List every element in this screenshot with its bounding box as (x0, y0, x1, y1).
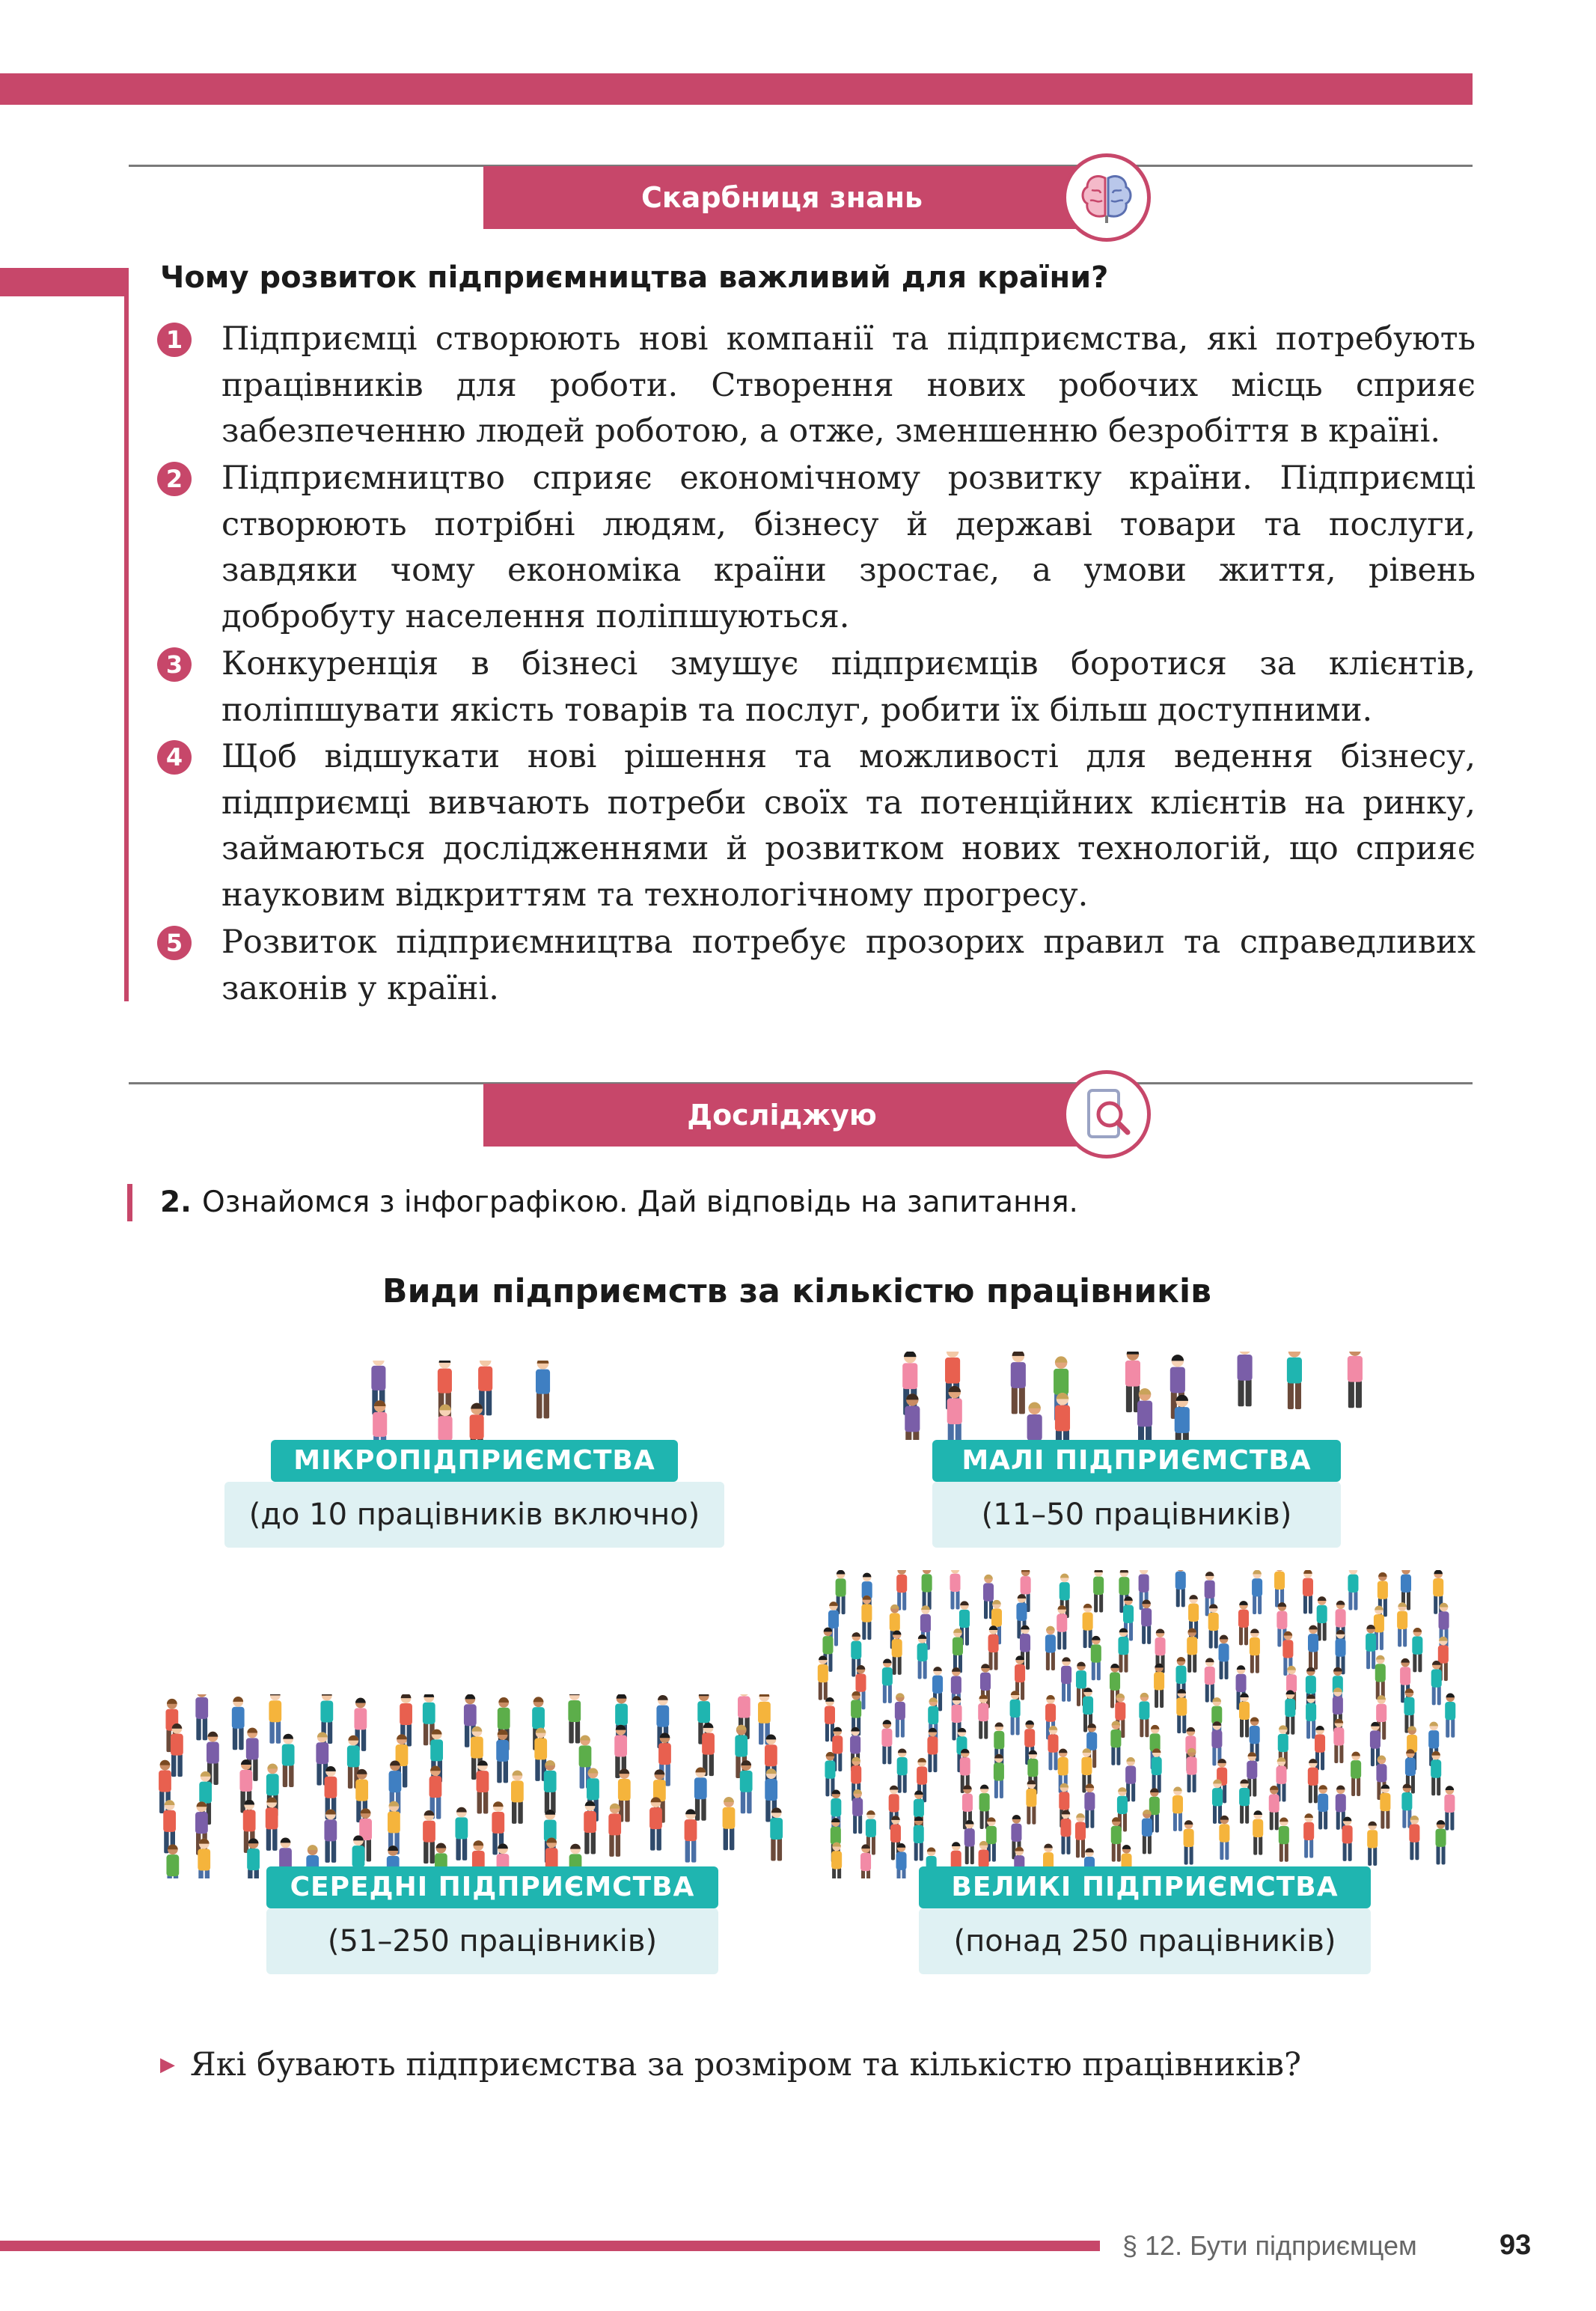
category-range-medium: (51–250 працівників) (266, 1908, 718, 1974)
person-figure (1172, 1787, 1183, 1831)
person-figure (438, 1405, 453, 1444)
person-figure (740, 1760, 753, 1813)
person-figure (950, 1570, 960, 1610)
category-range-large: (понад 250 працівників) (919, 1908, 1371, 1974)
person-figure (895, 1693, 905, 1737)
task-text: Ознайомся з інфографікою. Дай відповідь на запитання. (201, 1185, 1078, 1219)
task-number: 2. (160, 1185, 192, 1219)
person-figure (1351, 1752, 1361, 1796)
footer-section: § 12. Бути підприємцем (1122, 2230, 1417, 2261)
person-figure (1093, 1570, 1104, 1612)
category-label-medium: СЕРЕДНІ ПІДПРИЄМСТВА (266, 1866, 718, 1908)
person-figure (1061, 1657, 1071, 1701)
person-figure (881, 1720, 892, 1764)
person-figure (1380, 1784, 1390, 1828)
list-item (160, 317, 1476, 455)
person-figure (1055, 1393, 1070, 1440)
person-figure (198, 1839, 210, 1878)
list-item (160, 456, 1476, 640)
question-line (160, 2046, 1301, 2083)
person-figure (1253, 1810, 1263, 1854)
person-figure (649, 1797, 662, 1850)
person-figure (1445, 1694, 1455, 1738)
large-crowd-illustration (816, 1570, 1459, 1878)
list-item (160, 641, 1476, 733)
person-figure (1175, 1395, 1190, 1440)
person-figure (1045, 1626, 1056, 1670)
top-accent-bar (0, 73, 1473, 105)
person-figure (1435, 1820, 1446, 1864)
person-figure (1252, 1570, 1262, 1614)
person-figure (1011, 1352, 1026, 1414)
person-figure (905, 1393, 920, 1440)
page-number: 93 (1499, 2229, 1532, 2261)
person-figure (1208, 1604, 1219, 1648)
task-line (160, 1185, 1078, 1219)
person-figure (685, 1809, 697, 1862)
person-figure (723, 1797, 736, 1850)
person-figure (232, 1697, 245, 1750)
brain-icon (1063, 153, 1151, 242)
person-figure (195, 1694, 208, 1740)
person-figure (1412, 1628, 1422, 1672)
person-figure (1219, 1635, 1229, 1679)
person-figure (269, 1694, 281, 1744)
magnifier-icon (1063, 1070, 1151, 1158)
category-label-micro: МІКРОПІДПРИЄМСТВА (271, 1440, 678, 1482)
item-text: Конкуренція в бізнесі змушує підприємців боротися за клієнтів, поліпшувати якість товарів та послуг, робити їх більш доступними. (221, 645, 1476, 729)
left-accent-bar (0, 268, 129, 296)
person-figure (1075, 1813, 1086, 1857)
person-figure (831, 1843, 842, 1878)
person-figure (1250, 1628, 1260, 1673)
person-figure (1308, 1625, 1318, 1670)
person-figure (1238, 1601, 1249, 1645)
item-text: Підприємці створюють нові компанії та підприємства, які потребують працівників для роботи. Створення нових робочих місць сприяє забезпеченню людей роботою, а отже, зменшенню безробіття в країні. (221, 320, 1476, 450)
left-accent-line (124, 268, 129, 1001)
person-figure (896, 1843, 906, 1878)
triangle-bullet-icon: ▶ (160, 2054, 175, 2076)
person-figure (1287, 1352, 1302, 1409)
person-figure (568, 1694, 581, 1743)
footer-accent-bar (0, 2241, 1100, 2251)
person-figure (1239, 1693, 1250, 1737)
person-figure (702, 1723, 715, 1776)
person-figure (1279, 1817, 1289, 1861)
person-figure (825, 1697, 835, 1741)
person-figure (1348, 1570, 1358, 1610)
person-figure (470, 1403, 484, 1444)
person-figure (896, 1570, 907, 1611)
person-figure (511, 1771, 524, 1824)
person-figure (247, 1838, 260, 1878)
item-number-badge: 1 (157, 323, 192, 357)
person-figure (1303, 1813, 1314, 1857)
person-figure (947, 1386, 962, 1440)
item-text: Щоб відшукати нові рішення та можливості для ведення бізнесу, підприємці вивчають потреби своїх та потенційних клієнтів на ринку, займаються дослідженнями й розвитком нових технологій, що сприяє науковим відкриттям та технологічному прогресу. (221, 738, 1476, 914)
item-text: Розвиток підприємництва потребує прозорих правил та справедливих законів у країні. (221, 924, 1476, 1007)
small-crowd-illustration (883, 1352, 1377, 1440)
person-figure (917, 1634, 928, 1679)
category-label-large: ВЕЛИКІ ПІДПРИЄМСТВА (919, 1866, 1371, 1908)
person-figure (536, 1361, 550, 1418)
person-figure (1027, 1402, 1042, 1440)
list-item (160, 734, 1476, 918)
person-figure (860, 1844, 871, 1878)
person-figure (1125, 1757, 1136, 1801)
explore-banner: Досліджую (483, 1084, 1080, 1147)
person-figure (1303, 1570, 1313, 1614)
person-figure (1318, 1785, 1328, 1829)
person-figure (282, 1734, 295, 1787)
person-figure (897, 1748, 908, 1792)
person-figure (1184, 1820, 1194, 1864)
category-label-small: МАЛІ ПІДПРИЄМСТВА (932, 1440, 1341, 1482)
item-text: Підприємництво сприяє економічному розвитку країни. Підприємці створюють потрібні людям, бізнесу й державі товари та послуги, завдяки чому економіка країни зростає, а умови життя, рівень добробуту населення поліпшуються. (221, 460, 1476, 635)
medium-crowd-illustration (150, 1694, 793, 1878)
person-figure (1137, 1388, 1152, 1440)
person-figure (1205, 1658, 1215, 1702)
person-figure (882, 1659, 893, 1703)
person-figure (1375, 1655, 1386, 1700)
person-figure (1110, 1721, 1121, 1765)
person-figure (373, 1400, 387, 1444)
category-range-small: (11–50 працівників) (932, 1482, 1341, 1548)
item-number-badge: 2 (157, 462, 192, 496)
person-figure (1317, 1596, 1327, 1640)
category-range-micro: (до 10 працівників включно) (224, 1482, 724, 1548)
item-number-badge: 5 (157, 926, 192, 960)
question-text: Які бувають підприємства за розміром та кількістю працівників? (190, 2046, 1302, 2083)
item-number-badge: 4 (157, 740, 192, 775)
person-figure (1274, 1570, 1285, 1608)
person-figure (166, 1844, 179, 1878)
person-figure (1238, 1352, 1253, 1406)
knowledge-heading: Чому розвиток підприємництва важливий для країни? (160, 260, 1109, 295)
person-figure (1444, 1786, 1455, 1830)
person-figure (1091, 1636, 1101, 1680)
item-number-badge: 3 (157, 647, 192, 682)
task-accent-bar (127, 1184, 132, 1221)
person-figure (988, 1625, 999, 1670)
person-figure (1348, 1352, 1363, 1408)
person-figure (1397, 1602, 1407, 1646)
person-figure (1367, 1822, 1378, 1866)
person-figure (171, 1724, 183, 1777)
infographic-title: Види підприємств за кількістю працівників (382, 1272, 1211, 1310)
knowledge-banner: Скарбниця знань (483, 166, 1080, 229)
micro-crowd-illustration (359, 1361, 554, 1444)
list-item (160, 920, 1476, 1012)
person-figure (1139, 1693, 1149, 1737)
person-figure (455, 1807, 468, 1860)
person-figure (922, 1570, 932, 1610)
person-figure (1083, 1604, 1093, 1648)
person-figure (1084, 1783, 1095, 1828)
person-figure (1175, 1570, 1186, 1607)
